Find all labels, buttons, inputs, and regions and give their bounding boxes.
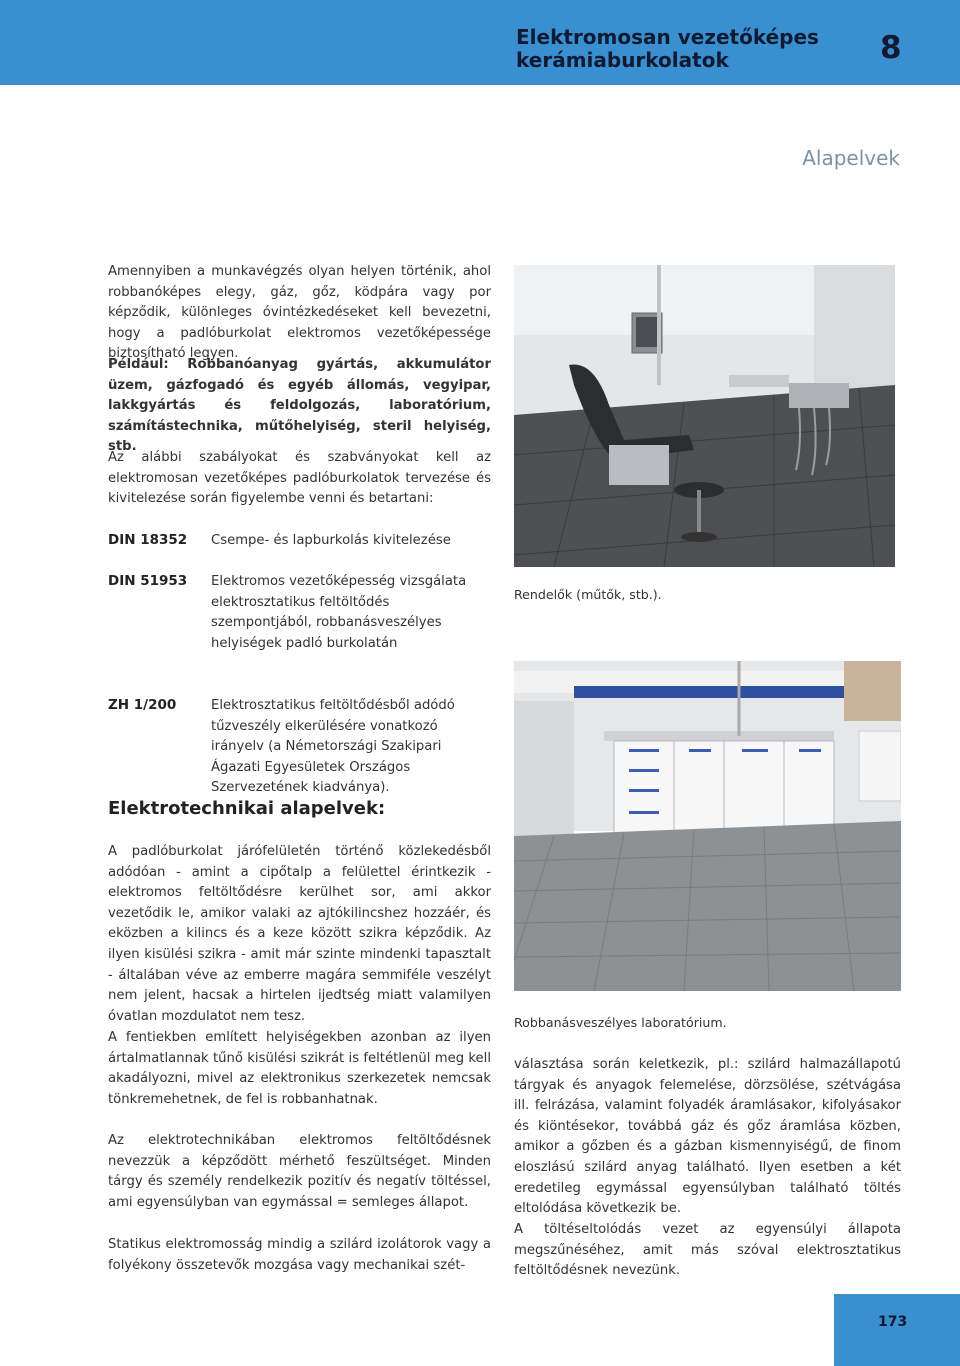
- body-paragraph-2: A fentiekben említett helyiségekben azonban az ilyen ártalmatlannak tűnő kisülési szikrát is feltétlenül meg kell akadályozni, mivel az elektronikus szerkezetek nemcsak tönkremehetnek, de fel is robbanhatnak.: [108, 1030, 491, 1107]
- standard-text: Elektromos vezetőképesség vizsgálata elektrosztatikus feltöltődés szempontjából, robbanásveszélyes helyiségek padló burkolatán: [211, 574, 467, 651]
- section-heading: Elektrotechnikai alapelvek:: [108, 798, 386, 819]
- title-line-2: kerámiaburkolatok: [516, 48, 729, 72]
- body-paragraph-1: A padlóburkolat járófelületén történő közlekedésből adódóan - amint a cipőtalp a felülettel érintkezik - elektromos feltöltődésre kerülhet sor, ami akkor vezetődik le, amikor valaki az ajtókilincshez hozzáér, és eközben a kilincs és a keze között szikra képződik. Az ilyen kisülési szikra - amit már szinte mindenki tapasztalt - általában véve az emberre magára semmiféle veszélyt nem jelent, hacsak a hirtelen ijedtség miatt valamilyen óvatlan mozdulatot nem tesz.: [108, 844, 491, 1024]
- standard-text: Csempe- és lapburkolás kivitelezése: [211, 533, 451, 548]
- standard-code: ZH 1/200: [108, 697, 177, 713]
- section-title: Alapelvek: [802, 146, 900, 170]
- examples-paragraph: Például: Robbanóanyag gyártás, akkumulátor üzem, gázfogadó és egyéb állomás, vegyipar, lakkgyártás és feldolgozás, laboratórium, számítástechnika, műtőhelyiség, steril helyiség, stb.: [108, 357, 491, 455]
- page-number: 173: [878, 1314, 908, 1330]
- body-paragraph-5: választása során keletkezik, pl.: szilárd halmazállapotú tárgyak és anyagok felemelése, dörzsölése, szétvágása ill. felrázása, valamint folyadék áramlásakor, kifolyásakor és kiöntésekor, továbbá gáz és gőz áramlása közben, amikor a gőzben és a gázban kismennyiségű, de finom eloszlású szilárd anyag található. Ilyen esetben a két eredetileg egymással egyensúlyban található töltés eltolódása következik be.: [514, 1057, 901, 1217]
- body-paragraph-3: Az elektrotechnikában elektromos feltöltődésnek nevezzük a képződött mérhető feszültséget. Minden tárgy és személy rendelkezik pozitív és negatív töltéssel, ami egyensúlyban van egymással = semleges állapot.: [108, 1133, 491, 1210]
- intro-paragraph: Amennyiben a munkavégzés olyan helyen történik, ahol robbanóképes elegy, gáz, gőz, ködpára vagy por képződik, különleges óvintézkedéseket kell bevezetni, hogy a padlóburkolat elektromos vezetőképessége biztosítható legyen.: [108, 264, 491, 362]
- page-header: [0, 0, 960, 85]
- document-title: [516, 26, 819, 72]
- page-number-box: [834, 1294, 960, 1366]
- standard-text: Elektrosztatikus feltöltődésből adódó tűzveszély elkerülésére vonatkozó irányelv (a Németországi Szakipari Ágazati Egyesületek Országos Szervezetének kiadványa).: [211, 698, 455, 796]
- dental-room-photo: [514, 265, 895, 567]
- laboratory-photo: [514, 661, 901, 991]
- photo-caption: Robbanásveszélyes laboratórium.: [514, 1015, 727, 1030]
- chapter-number: 8: [880, 30, 902, 66]
- body-paragraph-4: Statikus elektromosság mindig a szilárd izolátorok vagy a folyékony összetevők mozgása vagy mechanikai szét-: [108, 1237, 491, 1273]
- rules-intro-paragraph: Az alábbi szabályokat és szabványokat kell az elektromosan vezetőképes padlóburkolatok tervezése és kivitelezése során figyelembe venni és betartani:: [108, 450, 491, 507]
- body-paragraph-6: A töltéseltolódás vezet az egyensúlyi állapota megszűnéséhez, amit más szóval elektrosztatikus feltöltődésnek nevezünk.: [514, 1222, 901, 1279]
- photo-caption: Rendelők (műtők, stb.).: [514, 587, 662, 602]
- standard-code: DIN 18352: [108, 532, 188, 548]
- standard-code: DIN 51953: [108, 573, 188, 589]
- title-line-1: Elektromosan vezetőképes: [516, 25, 819, 49]
